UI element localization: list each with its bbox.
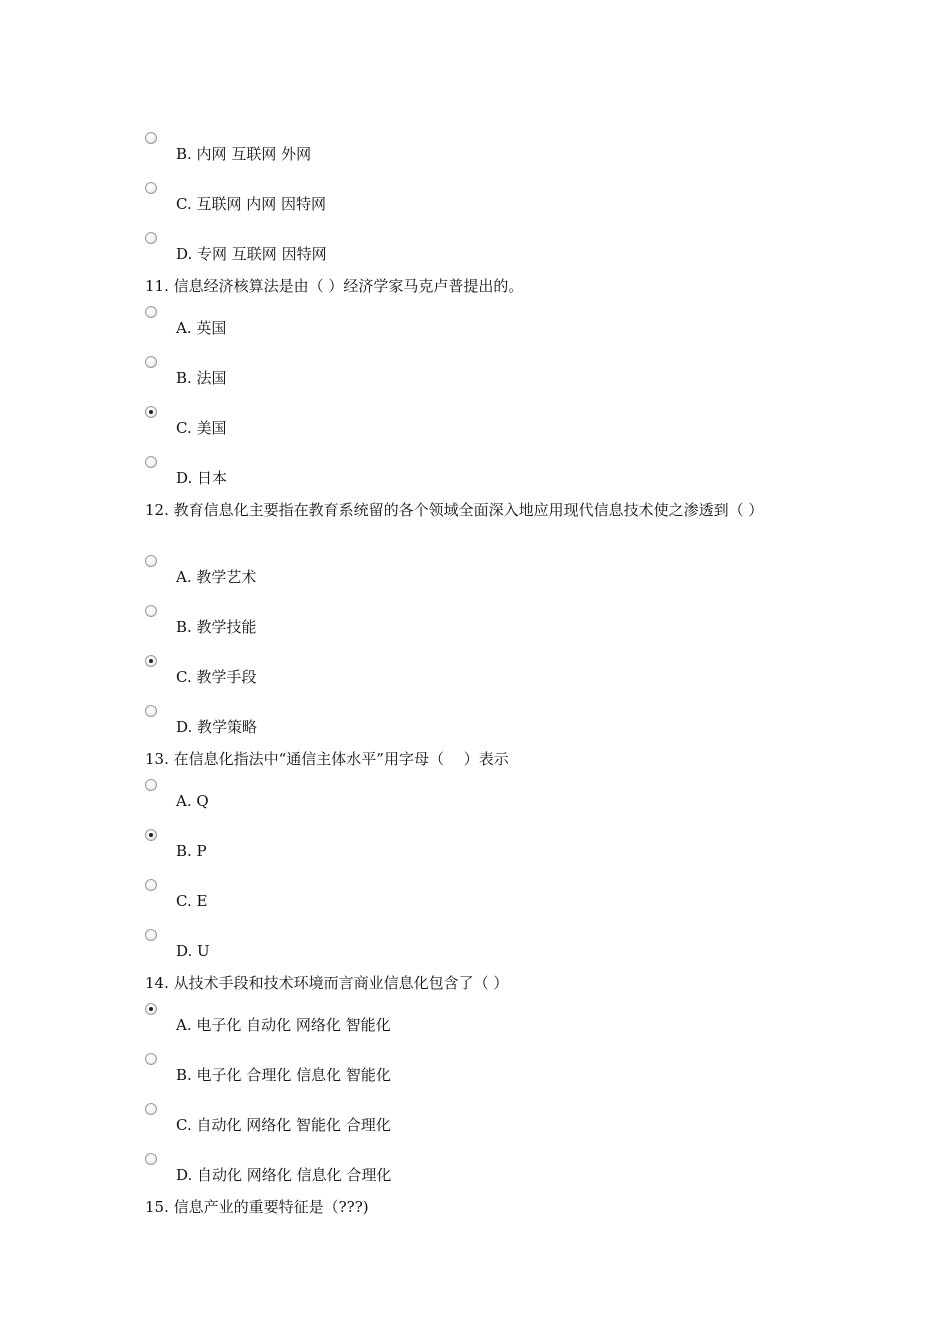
option-label: A. Q bbox=[176, 792, 209, 810]
option-q14-a[interactable] bbox=[145, 1013, 745, 1037]
option-q12-c[interactable] bbox=[145, 665, 745, 689]
option-label: B. 电子化 合理化 信息化 智能化 bbox=[176, 1066, 391, 1084]
option-q13-a[interactable] bbox=[145, 789, 745, 813]
radio-button-icon[interactable] bbox=[145, 232, 157, 244]
option-q11-a[interactable] bbox=[145, 316, 745, 340]
option-label: C. 自动化 网络化 智能化 合理化 bbox=[176, 1116, 391, 1134]
radio-button-icon[interactable] bbox=[145, 605, 157, 617]
option-label: C. 教学手段 bbox=[176, 668, 257, 686]
option-q13-c[interactable] bbox=[145, 889, 745, 913]
radio-button-icon[interactable] bbox=[145, 182, 157, 194]
question-11 bbox=[145, 274, 815, 298]
option-label: A. 教学艺术 bbox=[176, 568, 257, 586]
option-label: A. 电子化 自动化 网络化 智能化 bbox=[176, 1016, 391, 1034]
radio-button-icon[interactable] bbox=[145, 929, 157, 941]
question-number: 12. bbox=[145, 501, 169, 519]
question-number: 11. bbox=[145, 277, 169, 295]
radio-button-icon[interactable] bbox=[145, 406, 157, 418]
radio-button-icon[interactable] bbox=[145, 655, 157, 667]
question-number: 15. bbox=[145, 1198, 169, 1216]
question-number: 14. bbox=[145, 974, 169, 992]
question-number: 13. bbox=[145, 750, 169, 768]
radio-button-icon[interactable] bbox=[145, 306, 157, 318]
option-label: B. 法国 bbox=[176, 369, 227, 387]
option-q14-b[interactable] bbox=[145, 1063, 745, 1087]
radio-button-icon[interactable] bbox=[145, 1053, 157, 1065]
option-label: D. 自动化 网络化 信息化 合理化 bbox=[176, 1166, 392, 1184]
option-q11-c[interactable] bbox=[145, 416, 745, 440]
option-label: D. U bbox=[176, 942, 210, 960]
question-text: 从技术手段和技术环境而言商业信息化包含了（ ） bbox=[173, 974, 509, 992]
option-q13-b[interactable] bbox=[145, 839, 745, 863]
option-q10-d[interactable] bbox=[145, 242, 745, 266]
option-q14-d[interactable] bbox=[145, 1163, 745, 1187]
option-q12-d[interactable] bbox=[145, 715, 745, 739]
radio-button-icon[interactable] bbox=[145, 829, 157, 841]
option-label: A. 英国 bbox=[176, 319, 227, 337]
question-text: 信息产业的重要特征是（???) bbox=[173, 1198, 369, 1216]
radio-button-icon[interactable] bbox=[145, 456, 157, 468]
option-label: B. 教学技能 bbox=[176, 618, 257, 636]
option-label: D. 教学策略 bbox=[176, 718, 258, 736]
radio-button-icon[interactable] bbox=[145, 779, 157, 791]
question-text: 信息经济核算法是由（ ）经济学家马克卢普提出的。 bbox=[173, 277, 524, 295]
option-label: D. 专网 互联网 因特网 bbox=[176, 245, 327, 263]
option-label: B. 内网 互联网 外网 bbox=[176, 145, 312, 163]
radio-button-icon[interactable] bbox=[145, 1003, 157, 1015]
option-q10-b[interactable] bbox=[145, 142, 745, 166]
question-text: 在信息化指法中“通信主体水平”用字母（ ）表示 bbox=[173, 750, 509, 768]
option-label: C. 美国 bbox=[176, 419, 227, 437]
option-q14-c[interactable] bbox=[145, 1113, 745, 1137]
radio-button-icon[interactable] bbox=[145, 356, 157, 368]
option-q10-c[interactable] bbox=[145, 192, 745, 216]
question-12 bbox=[145, 498, 815, 522]
option-q12-a[interactable] bbox=[145, 565, 745, 589]
radio-button-icon[interactable] bbox=[145, 555, 157, 567]
option-q11-d[interactable] bbox=[145, 466, 745, 490]
option-label: B. P bbox=[176, 842, 207, 860]
radio-button-icon[interactable] bbox=[145, 879, 157, 891]
radio-button-icon[interactable] bbox=[145, 1153, 157, 1165]
option-q13-d[interactable] bbox=[145, 939, 745, 963]
option-label: C. E bbox=[176, 892, 208, 910]
radio-button-icon[interactable] bbox=[145, 705, 157, 717]
option-label: C. 互联网 内网 因特网 bbox=[176, 195, 327, 213]
radio-button-icon[interactable] bbox=[145, 132, 157, 144]
question-text: 教育信息化主要指在教育系统留的各个领域全面深入地应用现代信息技术使之渗透到（ ） bbox=[173, 501, 764, 519]
option-q12-b[interactable] bbox=[145, 615, 745, 639]
question-15 bbox=[145, 1195, 815, 1219]
question-14 bbox=[145, 971, 815, 995]
radio-button-icon[interactable] bbox=[145, 1103, 157, 1115]
option-q11-b[interactable] bbox=[145, 366, 745, 390]
question-13 bbox=[145, 747, 815, 771]
option-label: D. 日本 bbox=[176, 469, 228, 487]
